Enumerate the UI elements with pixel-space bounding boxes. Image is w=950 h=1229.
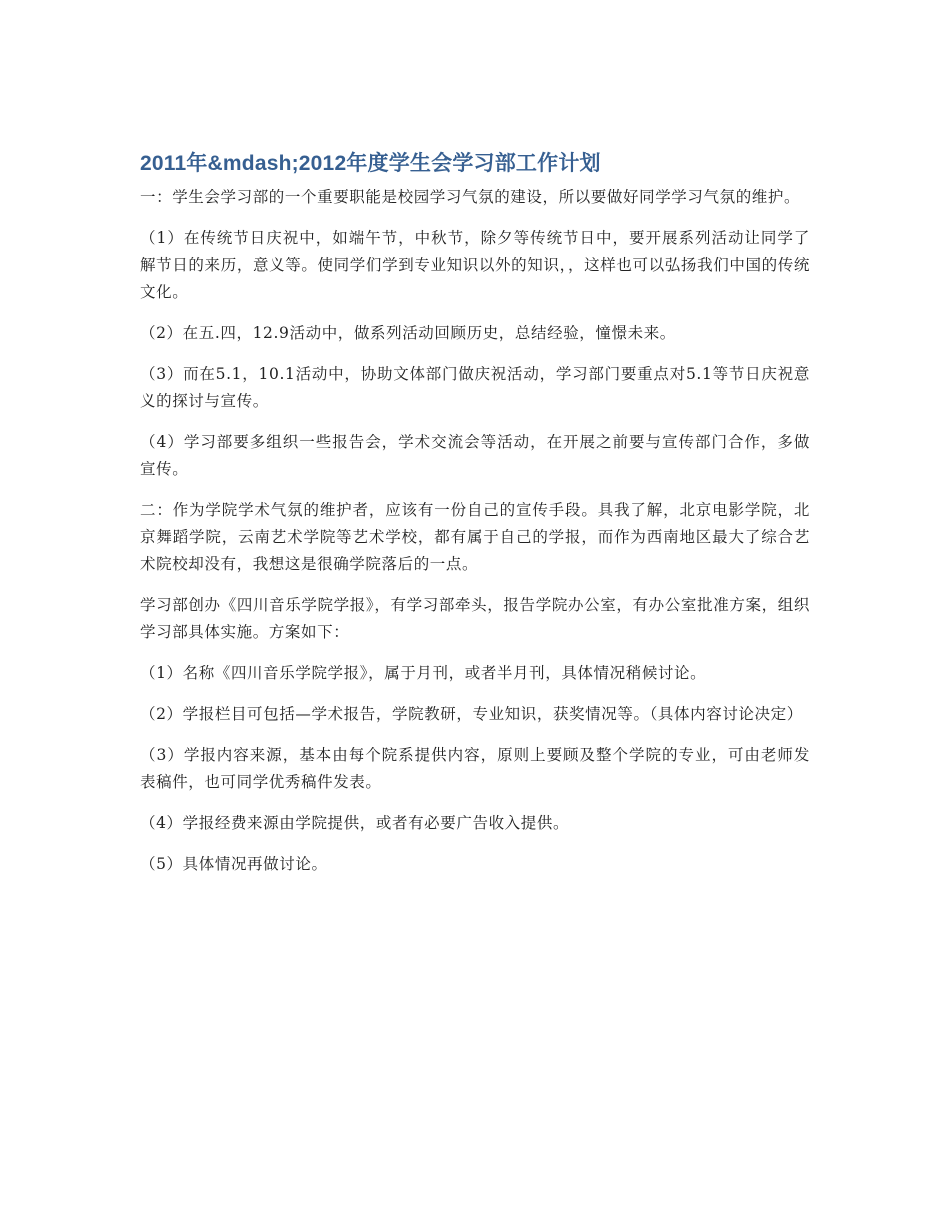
paragraph-item-4-lectures: （4）学习部要多组织一些报告会，学术交流会等活动，在开展之前要与宣传部门合作，多做宣传。	[140, 433, 810, 478]
paragraph-journal-proposal: 学习部创办《四川音乐学院学报》，有学习部牵头，报告学院办公室，有办公室批准方案，组织学习部具体实施。方案如下：	[140, 596, 810, 641]
document-title: 2011年&mdash;2012年度学生会学习部工作计划	[140, 152, 601, 175]
paragraph-journal-item-2-columns: （2）学报栏目可包括—学术报告，学院教研，专业知识，获奖情况等。（具体内容讨论决定）	[140, 705, 803, 723]
paragraph-item-3-holiday-celebrations: （3）而在5.1，10.1活动中，协助文体部门做庆祝活动，学习部门要重点对5.1等节日庆祝意义的探讨与宣传。	[140, 365, 810, 410]
paragraph-journal-item-4-funding: （4）学报经费来源由学院提供，或者有必要广告收入提供。	[140, 814, 570, 832]
paragraph-journal-item-3-sources: （3）学报内容来源，基本由每个院系提供内容，原则上要顾及整个学院的专业，可由老师发表稿件，也可同学优秀稿件发表。	[140, 746, 810, 791]
paragraph-journal-item-1-name: （1）名称《四川音乐学院学报》，属于月刊，或者半月刊，具体情况稍候讨论。	[140, 664, 707, 682]
document-content	[140, 150, 810, 892]
paragraph-item-1-traditional-festivals: （1）在传统节日庆祝中，如端午节，中秋节，除夕等传统节日中，要开展系列活动让同学了解节日的来历，意义等。使同学们学到专业知识以外的知识，，这样也可以弘扬我们中国的传统文化。	[140, 229, 810, 301]
paragraph-item-2-may-fourth: （2）在五.四，12.9活动中，做系列活动回顾历史，总结经验，憧憬未来。	[140, 324, 676, 342]
paragraph-section-one-intro: 一：学生会学习部的一个重要职能是校园学习气氛的建设，所以要做好同学学习气氛的维护。	[140, 188, 801, 206]
paragraph-section-two-intro: 二：作为学院学术气氛的维护者，应该有一份自己的宣传手段。具我了解，北京电影学院，北京舞蹈学院，云南艺术学院等艺术学校，都有属于自己的学报，而作为西南地区最大了综合艺术院校却没有，我想这是很确学院落后的一点。	[140, 501, 810, 573]
paragraph-journal-item-5-discussion: （5）具体情况再做讨论。	[140, 855, 328, 873]
